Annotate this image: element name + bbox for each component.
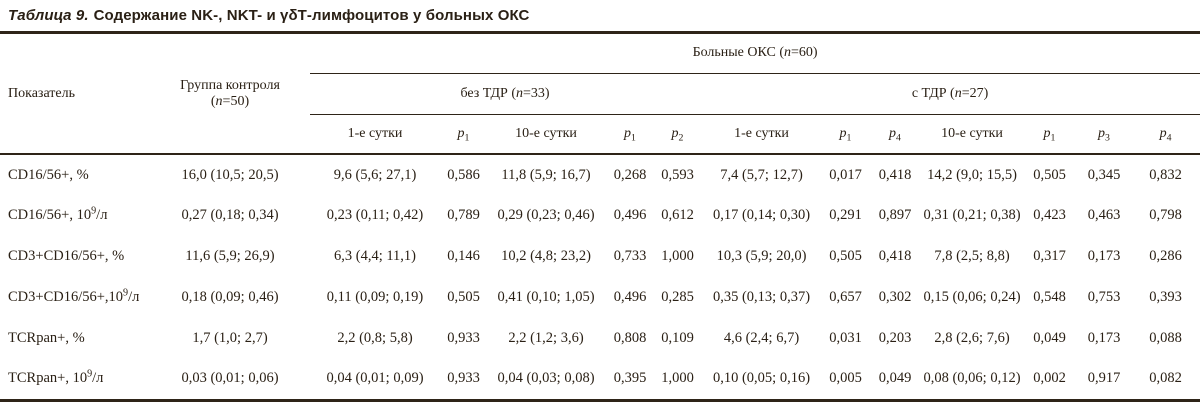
column-header-p2: $p_2$: [655, 114, 700, 154]
value-cell: 16,0 (10,5; 20,5): [181, 166, 279, 183]
column-header-p3: $p_3$: [1077, 114, 1131, 154]
value-cell: 0,798: [1149, 207, 1182, 223]
table-body: [0, 154, 1200, 400]
value-cell: 0,808: [613, 330, 647, 346]
value-cell: 7,4 (5,7; 12,7): [720, 166, 803, 183]
value-cell: 0,35 (0,13; 0,37): [712, 289, 811, 305]
column-header-day10-tdr: 10-е сутки: [922, 114, 1022, 154]
value-cell: 0,109: [661, 330, 694, 346]
control-group-header: Группа контроля (n=50): [150, 34, 310, 154]
lymphocyte-table: [0, 34, 1200, 402]
value-cell: 0,03 (0,01; 0,06): [150, 359, 310, 400]
indicator-cell: CD3+CD16/56+, %: [8, 248, 125, 264]
value-cell: 0,302: [878, 289, 912, 305]
value-cell: 0,173: [1087, 248, 1121, 264]
value-cell: 0,345: [1087, 166, 1121, 183]
value-cell: 0,11 (0,09; 0,19): [326, 289, 424, 305]
value-cell: 0,395: [605, 359, 655, 400]
column-header-day10-notdr: 10-е сутки: [487, 114, 605, 154]
value-cell: 1,000: [655, 359, 700, 400]
table-row: [0, 277, 1200, 318]
value-cell: 0,393: [1149, 289, 1182, 305]
value-cell: 4,6 (2,4; 6,7): [723, 330, 800, 346]
value-cell: 0,733: [613, 248, 647, 264]
value-cell: 0,18 (0,09; 0,46): [181, 289, 279, 305]
value-cell: 0,04 (0,01; 0,09): [310, 359, 440, 400]
value-cell: 2,2 (1,2; 3,6): [508, 330, 584, 346]
value-cell: 0,17 (0,14; 0,30): [712, 207, 811, 223]
no-tdr-subgroup-header: без ТДР (n=33): [310, 73, 700, 114]
value-cell: 0,657: [829, 289, 862, 305]
value-cell: 0,789: [447, 207, 480, 223]
table-header: [0, 34, 1200, 154]
value-cell: 0,418: [878, 248, 912, 264]
value-cell: 0,317: [1033, 248, 1066, 264]
with-tdr-subgroup-header: с ТДР (n=27): [700, 73, 1200, 114]
value-cell: 2,2 (0,8; 5,8): [337, 330, 413, 346]
value-cell: 0,586: [447, 166, 480, 183]
indicator-column-header: Показатель: [0, 34, 150, 154]
value-cell: 0,08 (0,06; 0,12): [922, 359, 1022, 400]
value-cell: 0,917: [1077, 359, 1131, 400]
value-cell: 0,017: [829, 166, 862, 183]
indicator-cell: CD16/56+, $10^9/л$: [8, 205, 108, 223]
value-cell: 0,463: [1087, 207, 1121, 223]
value-cell: 0,002: [1022, 359, 1077, 400]
value-cell: 0,832: [1149, 166, 1182, 183]
table-title-number: Таблица 9.: [8, 7, 89, 24]
value-cell: 0,031: [829, 330, 862, 346]
indicator-cell: TCRpan+, $10^9/л$: [0, 359, 150, 400]
value-cell: 0,173: [1087, 330, 1121, 346]
value-cell: 0,005: [823, 359, 868, 400]
column-header-p1: $p_1$: [823, 114, 868, 154]
value-cell: 0,285: [661, 289, 694, 305]
column-header-day1-tdr: 1-е сутки: [700, 114, 823, 154]
value-cell: 0,933: [447, 330, 480, 346]
value-cell: 1,7 (1,0; 2,7): [192, 330, 268, 346]
column-header-p4: $p_4$: [868, 114, 922, 154]
value-cell: 0,27 (0,18; 0,34): [181, 207, 279, 223]
value-cell: 0,612: [661, 207, 694, 223]
table-title-text: Содержание NK-, NKT- и γδТ-лимфоцитов у больных ОКС: [93, 7, 530, 24]
value-cell: 0,496: [613, 289, 647, 305]
value-cell: 0,897: [878, 207, 912, 223]
oks-patients-group-header: Больные ОКС (n=60): [310, 34, 1200, 73]
value-cell: 0,548: [1033, 289, 1066, 305]
value-cell: 0,203: [878, 330, 912, 346]
value-cell: 0,268: [613, 166, 647, 183]
value-cell: 6,3 (4,4; 11,1): [333, 248, 417, 264]
value-cell: 0,088: [1149, 330, 1182, 346]
table-row: [0, 359, 1200, 400]
table-row: [0, 154, 1200, 195]
column-header-p1: $p_1$: [1022, 114, 1077, 154]
value-cell: 0,15 (0,06; 0,24): [923, 289, 1021, 305]
value-cell: 2,8 (2,6; 7,6): [934, 330, 1010, 346]
value-cell: 7,8 (2,5; 8,8): [934, 248, 1010, 264]
value-cell: 0,082: [1131, 359, 1200, 400]
value-cell: 11,8 (5,9; 16,7): [501, 166, 591, 183]
value-cell: 0,505: [1033, 166, 1066, 183]
value-cell: 14,2 (9,0; 15,5): [927, 166, 1017, 183]
value-cell: 0,505: [447, 289, 480, 305]
value-cell: 0,593: [661, 166, 694, 183]
column-header-day1-notdr: 1-е сутки: [310, 114, 440, 154]
indicator-cell: CD16/56+, %: [8, 166, 89, 183]
table-row: [0, 236, 1200, 277]
value-cell: 0,423: [1033, 207, 1066, 223]
value-cell: 0,146: [447, 248, 480, 264]
table-title: [0, 0, 1200, 34]
value-cell: 9,6 (5,6; 27,1): [333, 166, 417, 183]
value-cell: 11,6 (5,9; 26,9): [185, 248, 275, 264]
value-cell: 0,496: [613, 207, 647, 223]
value-cell: 0,286: [1149, 248, 1182, 264]
value-cell: 10,3 (5,9; 20,0): [716, 248, 807, 264]
column-header-p1: $p_1$: [605, 114, 655, 154]
value-cell: 0,291: [829, 207, 862, 223]
table-row: [0, 318, 1200, 359]
value-cell: 0,10 (0,05; 0,16): [700, 359, 823, 400]
value-cell: 0,418: [878, 166, 912, 183]
column-header-p4: $p_4$: [1131, 114, 1200, 154]
value-cell: 0,23 (0,11; 0,42): [326, 207, 424, 223]
value-cell: 0,049: [868, 359, 922, 400]
value-cell: 0,505: [829, 248, 862, 264]
column-header-p1: $p_1$: [440, 114, 487, 154]
value-cell: 0,31 (0,21; 0,38): [923, 207, 1021, 223]
table-row: [0, 195, 1200, 236]
value-cell: 0,04 (0,03; 0,08): [487, 359, 605, 400]
value-cell: 1,000: [661, 248, 694, 264]
indicator-cell: TCRpan+, %: [8, 330, 85, 346]
indicator-cell: $CD3+CD16/56+,10^9/л$: [8, 287, 140, 305]
value-cell: 0,29 (0,23; 0,46): [497, 207, 595, 223]
value-cell: 0,933: [440, 359, 487, 400]
header-row-groups: [0, 34, 1200, 73]
value-cell: 0,049: [1033, 330, 1066, 346]
value-cell: 0,41 (0,10; 1,05): [497, 289, 595, 305]
value-cell: 0,753: [1087, 289, 1121, 305]
value-cell: 10,2 (4,8; 23,2): [501, 248, 591, 264]
